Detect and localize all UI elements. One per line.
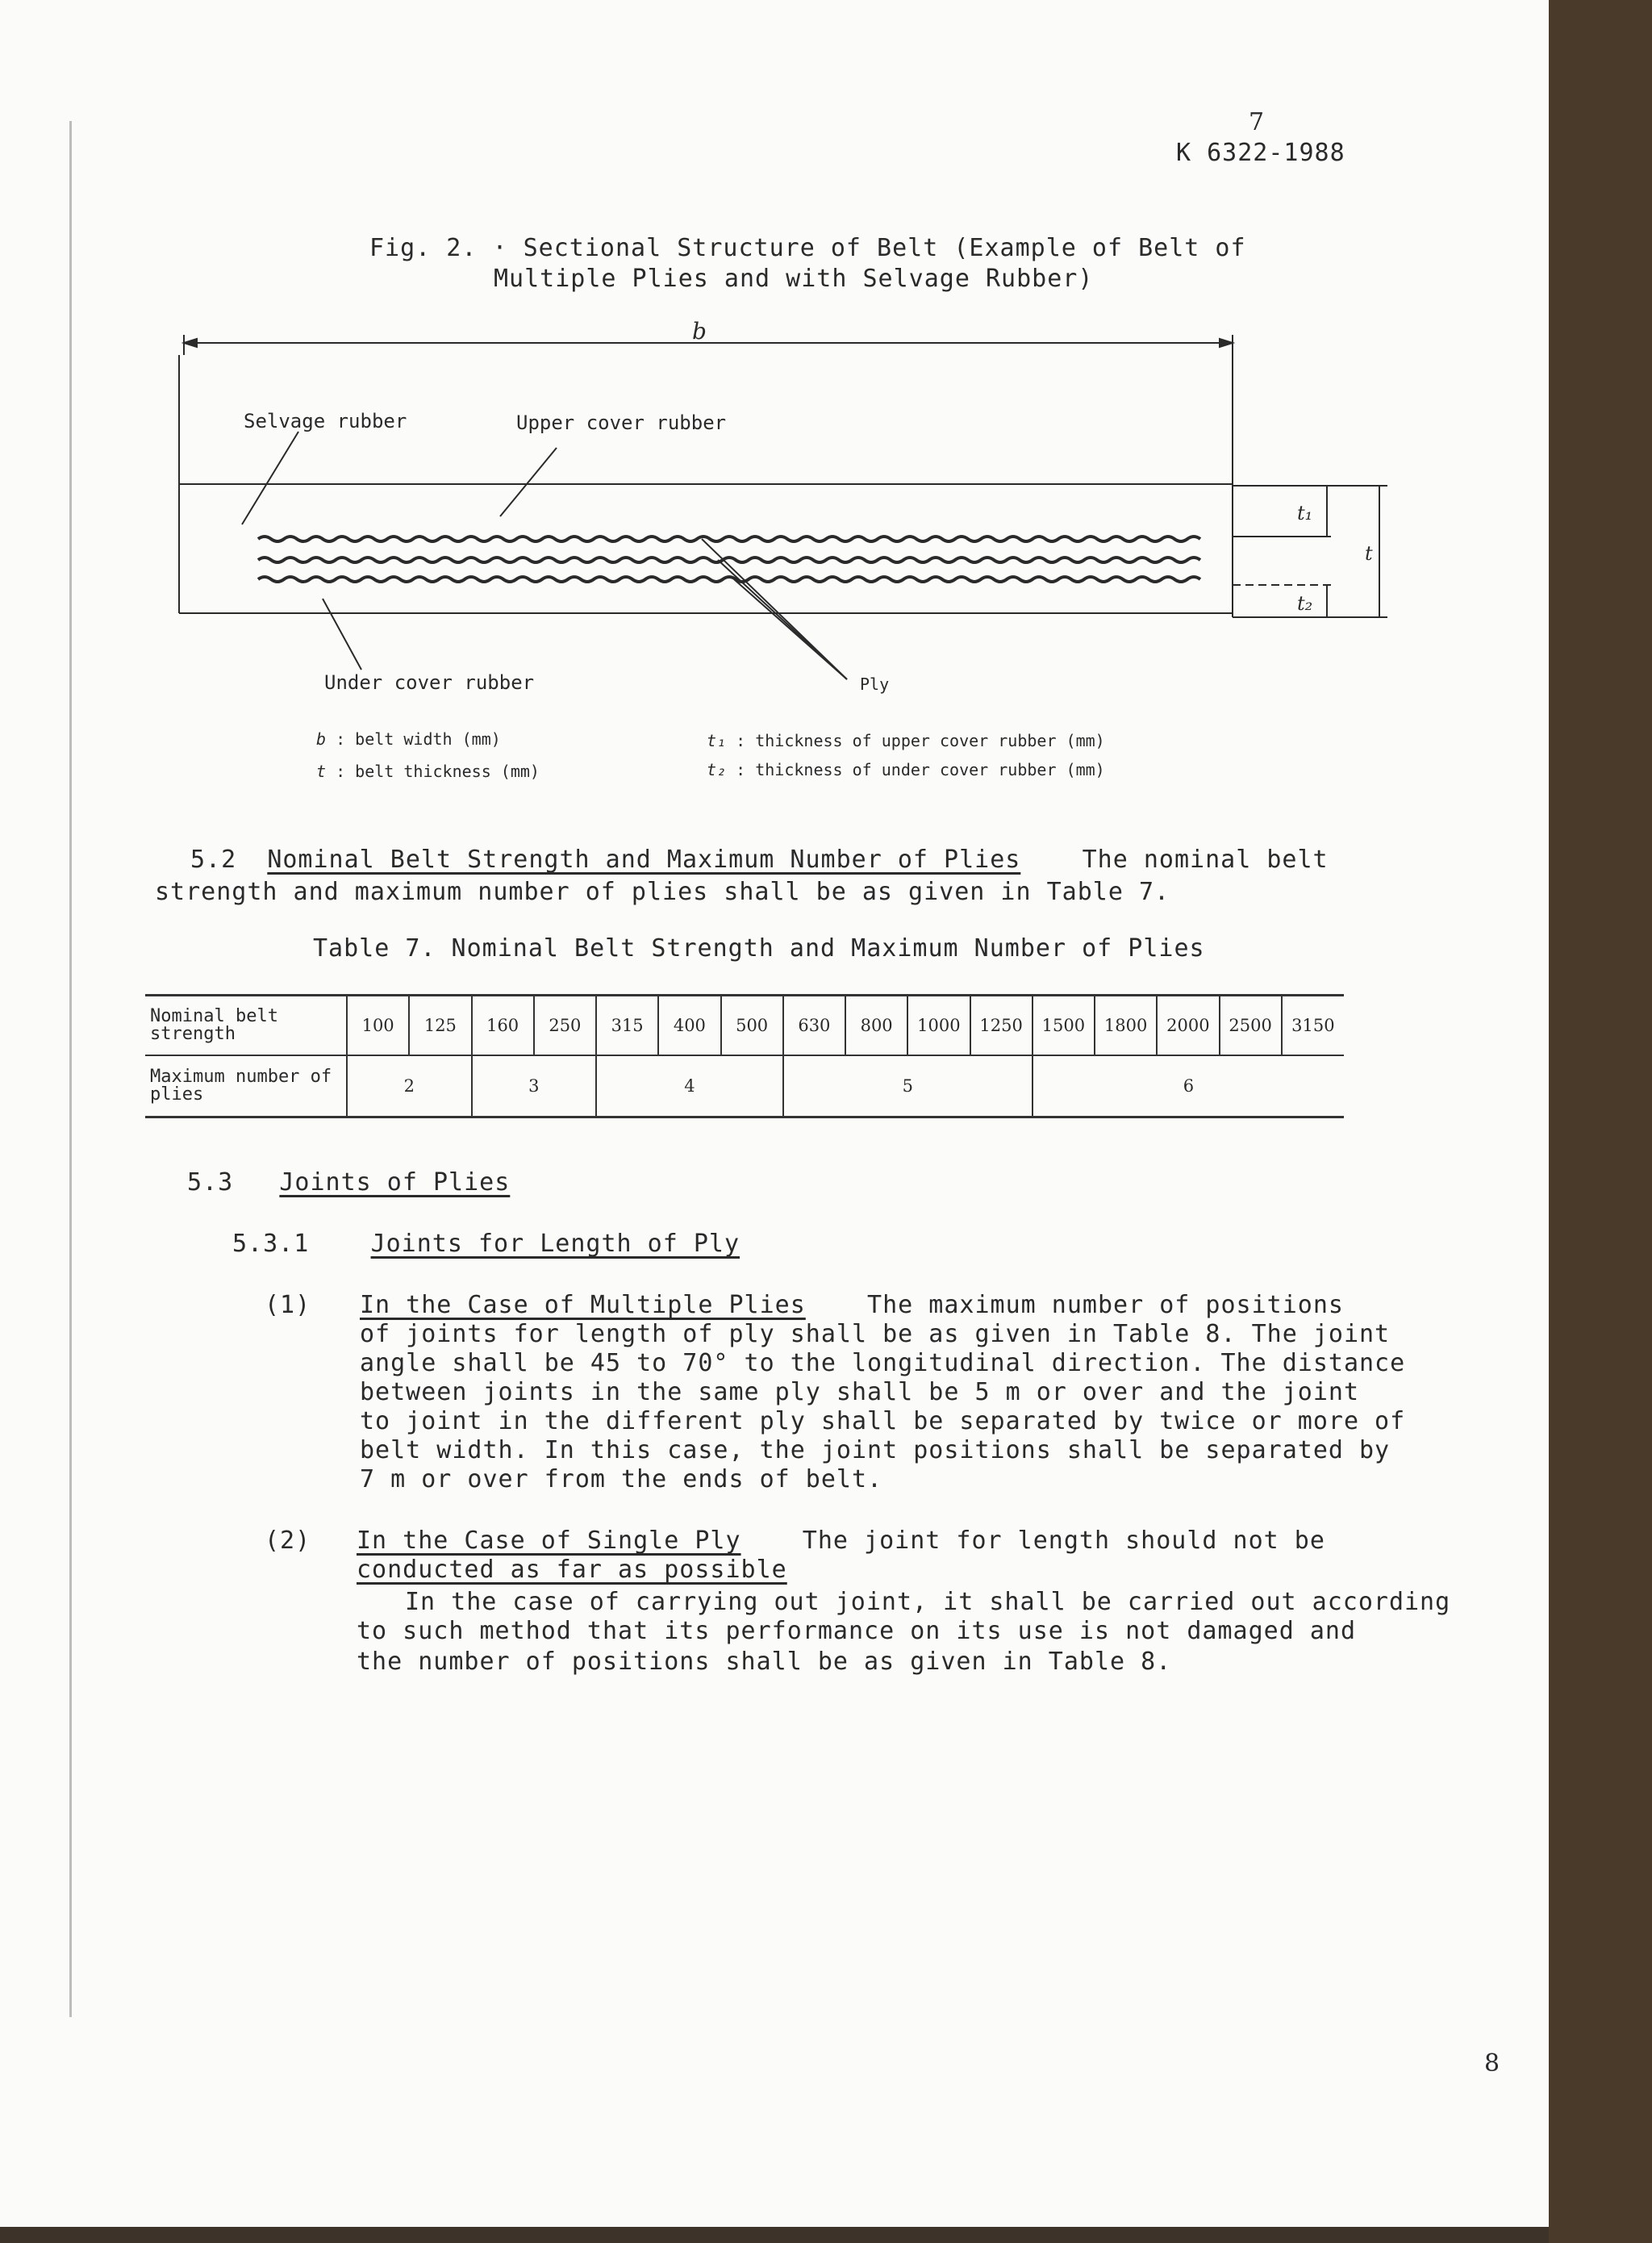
- table-cell: 3: [472, 1055, 597, 1117]
- table-cell: 2: [347, 1055, 472, 1117]
- legend-t: [316, 762, 540, 781]
- table-cell: 1500: [1032, 996, 1095, 1056]
- legend-t1-text: : thickness of upper cover rubber (mm): [736, 731, 1105, 750]
- dim-t2-label: t₂: [1297, 592, 1313, 615]
- section-5-2-heading: Nominal Belt Strength and Maximum Number of Plies: [267, 846, 1021, 874]
- standard-number: K 6322-1988: [1176, 139, 1345, 167]
- section-5-3-1-heading: Joints for Length of Ply: [370, 1230, 740, 1258]
- section-5-3-number: 5.3: [187, 1168, 234, 1197]
- table-cell: 4: [596, 1055, 783, 1117]
- figure-caption-line2: Multiple Plies and with Selvage Rubber): [494, 265, 1094, 293]
- item1-line4: between joints in the same ply shall be 5 m or over and the joint: [360, 1378, 1359, 1406]
- table-row-strength: [145, 996, 1344, 1056]
- label-under-cover-rubber: Under cover rubber: [324, 671, 535, 694]
- table-cell: 2500: [1220, 996, 1282, 1056]
- section-5-2-number: 5.2: [190, 846, 237, 874]
- table-cell: 6: [1032, 1055, 1344, 1117]
- legend-t1-symbol: t₁: [707, 731, 727, 750]
- item2-heading: In the Case of Single Ply: [357, 1527, 741, 1555]
- item1-line5: to joint in the different ply shall be separated by twice or more of: [360, 1407, 1406, 1435]
- legend-t2: [707, 760, 1105, 779]
- table-cell: 250: [534, 996, 596, 1056]
- table-cell: 315: [596, 996, 658, 1056]
- row-header-max-plies: Maximum number of plies: [145, 1055, 347, 1117]
- leader-selvage: [242, 432, 298, 524]
- row-header-strength: Nominal belt strength: [145, 996, 347, 1056]
- item1-line7: 7 m or over from the ends of belt.: [360, 1465, 883, 1493]
- section-5-3-1: [232, 1230, 740, 1258]
- table-cell: 1250: [970, 996, 1032, 1056]
- section-5-2: [190, 846, 1329, 874]
- section-5-3-heading: Joints of Plies: [279, 1168, 511, 1197]
- section-5-2-text-line2: strength and maximum number of plies shall be as given in Table 7.: [155, 878, 1170, 906]
- label-selvage-rubber: Selvage rubber: [244, 410, 407, 432]
- dim-t-label: t: [1365, 542, 1373, 565]
- ply-2: [258, 558, 1200, 562]
- legend-t-symbol: t: [316, 762, 327, 781]
- table-nominal-belt-strength: [145, 994, 1344, 1118]
- item1-line3: angle shall be 45 to 70° to the longitudinal direction. The distance: [360, 1349, 1406, 1377]
- legend-t1: [707, 731, 1105, 750]
- table-cell: 2000: [1157, 996, 1219, 1056]
- table-cell: 3150: [1282, 996, 1344, 1056]
- dim-t1-label: t₁: [1297, 502, 1313, 524]
- legend-t-text: : belt thickness (mm): [336, 762, 540, 781]
- item2-line4: to such method that its performance on its use is not damaged and: [357, 1617, 1356, 1645]
- section-5-3: [187, 1168, 510, 1197]
- table-cell: 500: [721, 996, 783, 1056]
- legend-b-text: : belt width (mm): [336, 729, 501, 749]
- table-cell: 160: [472, 996, 534, 1056]
- table-cell: 400: [658, 996, 720, 1056]
- legend-b: [316, 729, 501, 749]
- legend-t2-text: : thickness of under cover rubber (mm): [736, 760, 1105, 779]
- table-cell: 630: [783, 996, 845, 1056]
- item1-line6: belt width. In this case, the joint positions shall be separated by: [360, 1436, 1391, 1464]
- item2-line2: conducted as far as possible: [357, 1556, 787, 1584]
- item2-line3: In the case of carrying out joint, it shall be carried out according: [405, 1588, 1451, 1616]
- table-cell: 1800: [1095, 996, 1157, 1056]
- ply-1: [258, 537, 1200, 541]
- table-cell: 5: [783, 1055, 1032, 1117]
- dim-b-label: b: [692, 318, 707, 345]
- table-cell: 100: [347, 996, 409, 1056]
- label-ply: Ply: [860, 675, 890, 694]
- figure-caption-line1: Fig. 2. · Sectional Structure of Belt (Example of Belt of: [369, 234, 1246, 262]
- table7-caption: Table 7. Nominal Belt Strength and Maximum Number of Plies: [313, 934, 1205, 963]
- leader-ply-3: [734, 579, 847, 679]
- section-5-2-text-line1: The nominal belt: [1082, 846, 1329, 874]
- item1-heading: In the Case of Multiple Plies: [360, 1291, 806, 1319]
- leader-under-cover: [323, 599, 361, 670]
- item1-number: (1): [265, 1291, 311, 1319]
- leader-upper-cover: [500, 448, 557, 516]
- item2-number: (2): [265, 1527, 311, 1555]
- item1-line2: of joints for length of ply shall be as given in Table 8. The joint: [360, 1320, 1391, 1348]
- item2-line5: the number of positions shall be as given in Table 8.: [357, 1648, 1172, 1676]
- table-cell: 1000: [907, 996, 970, 1056]
- item2-line1: [357, 1527, 1325, 1555]
- table-cell: 800: [845, 996, 907, 1056]
- item1-text: The maximum number of positions: [867, 1291, 1344, 1319]
- table-row-max-plies: [145, 1055, 1344, 1117]
- page-number: 7: [1249, 108, 1266, 136]
- margin-mark: 8: [1484, 2049, 1501, 2078]
- scan-edge-bottom: [0, 2227, 1549, 2243]
- ply-3: [258, 577, 1200, 582]
- label-upper-cover-rubber: Upper cover rubber: [516, 411, 727, 434]
- legend-b-symbol: b: [316, 729, 327, 749]
- table-cell: 125: [409, 996, 471, 1056]
- belt-section-diagram: [0, 0, 1652, 807]
- section-5-3-1-number: 5.3.1: [232, 1230, 310, 1258]
- item2-text: The joint for length should not be: [802, 1527, 1325, 1555]
- item1-line1: [360, 1291, 1344, 1319]
- legend-t2-symbol: t₂: [707, 760, 727, 779]
